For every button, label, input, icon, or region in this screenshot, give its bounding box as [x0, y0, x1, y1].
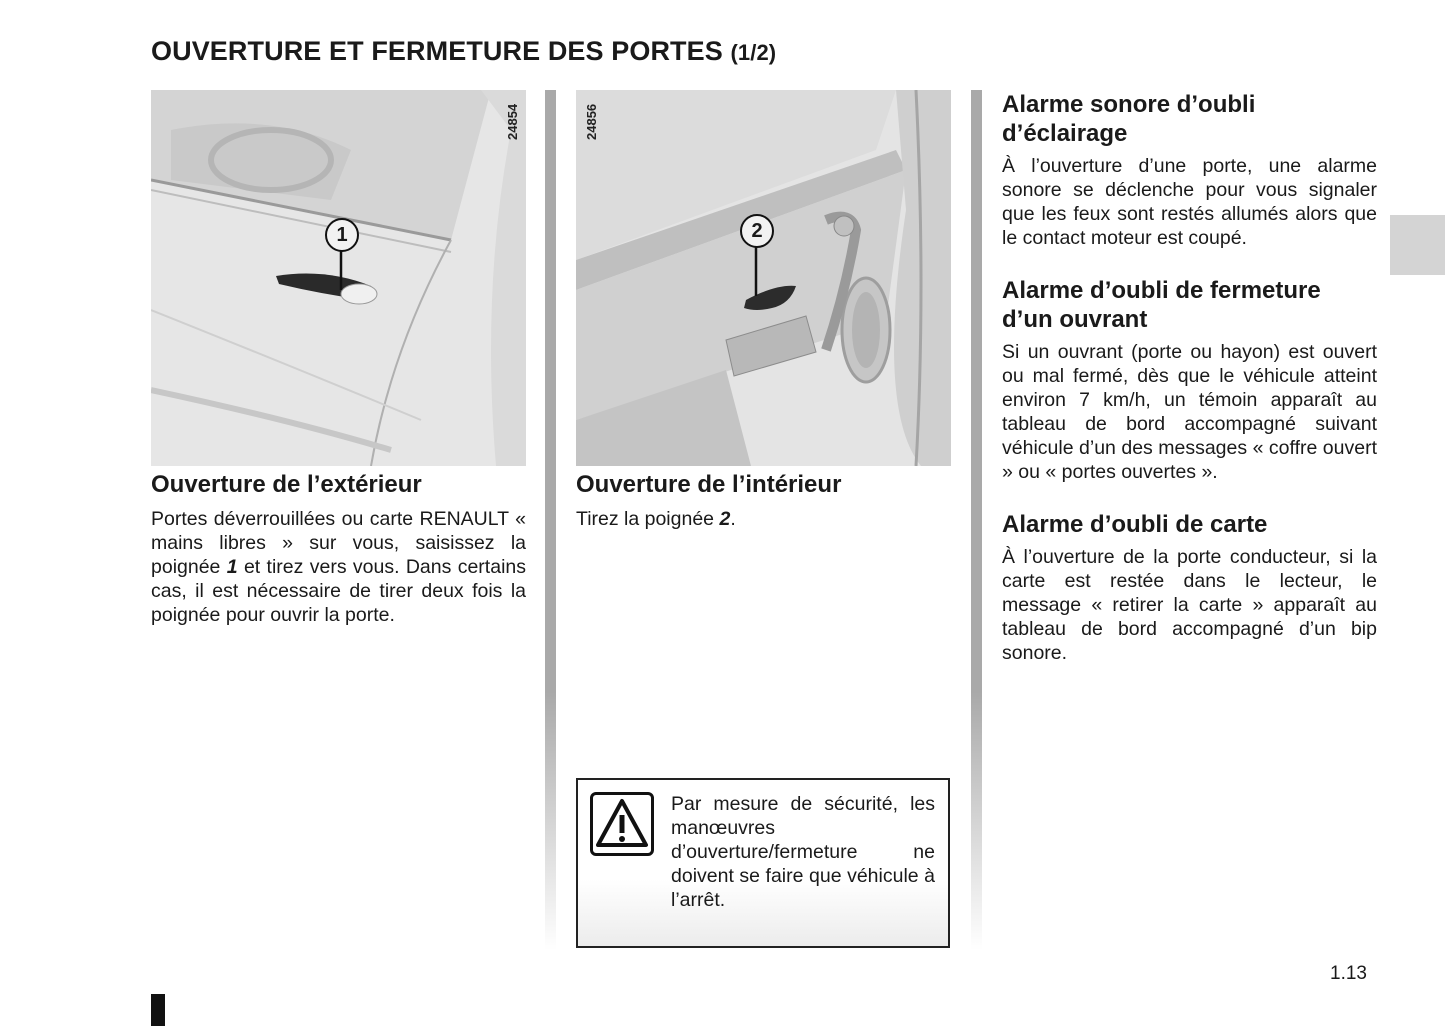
page-part: (1/2) [730, 40, 777, 65]
interior-door-illustration [576, 90, 951, 466]
corner-mark [151, 994, 165, 1026]
warning-box [576, 778, 950, 948]
chapter-tab [1390, 215, 1445, 275]
figure-code: 24854 [505, 103, 520, 140]
callout-1: 1 [325, 218, 359, 252]
section-text: À l’ouverture d’une porte, une alarme sonore se déclenche pour vous signaler que les feux sont restés allumés alors que le contact moteur est coupé. [1002, 155, 1377, 249]
column-exterior [151, 90, 526, 627]
section-heading-interior: Ouverture de l’intérieur [576, 471, 842, 498]
section-opening-alarm [1002, 276, 1377, 484]
section-heading: Alarme sonore d’oubli d’éclairage [1002, 91, 1256, 147]
warning-text: Par mesure de sécurité, les manœuvres d’ouverture/fermeture ne doivent se faire que véhicule à l’arrêt. [671, 793, 935, 911]
column-divider [971, 90, 982, 950]
section-heading: Alarme d’oubli de carte [1002, 511, 1268, 538]
section-heading-exterior: Ouverture de l’extérieur [151, 471, 422, 498]
warning-triangle-icon [590, 792, 654, 856]
column-interior [576, 90, 951, 531]
section-text: Si un ouvrant (porte ou hayon) est ouvert ou mal fermé, dès que le véhicule atteint environ 7 km/h, un témoin apparaît au tableau de bord accompagné suivant véhicule d’un des messages « coffre ouvert » ou « portes ouvertes ». [1002, 341, 1377, 483]
figure-exterior-door [151, 90, 526, 466]
figure-interior-door [576, 90, 951, 466]
page-title [151, 36, 776, 67]
exterior-door-illustration [151, 90, 526, 466]
section-text: À l’ouverture de la porte conducteur, si la carte est restée dans le lecteur, le message « retirer la carte » apparaît au tableau de bord accompagné d’un bip sonore. [1002, 546, 1377, 664]
page-title-text: OUVERTURE ET FERMETURE DES PORTES [151, 36, 723, 66]
page-number: 1.13 [1330, 963, 1367, 984]
section-heading: Alarme d’oubli de fermeture d’un ouvrant [1002, 277, 1321, 333]
section-text-interior: Tirez la poignée 2. [576, 508, 736, 530]
section-text-exterior: Portes déverrouillées ou carte RENAULT « mains libres » sur vous, saisissez la poignée 1 et tirez vers vous. Dans certains cas, il est nécessaire de tirer deux fois la poignée pour ouvrir la porte. [151, 508, 526, 626]
column-divider [545, 90, 556, 950]
figure-code: 24856 [584, 103, 599, 140]
column-alarms [1002, 90, 1377, 665]
callout-2: 2 [740, 214, 774, 248]
section-lighting-alarm [1002, 90, 1377, 250]
section-card-alarm [1002, 510, 1377, 665]
